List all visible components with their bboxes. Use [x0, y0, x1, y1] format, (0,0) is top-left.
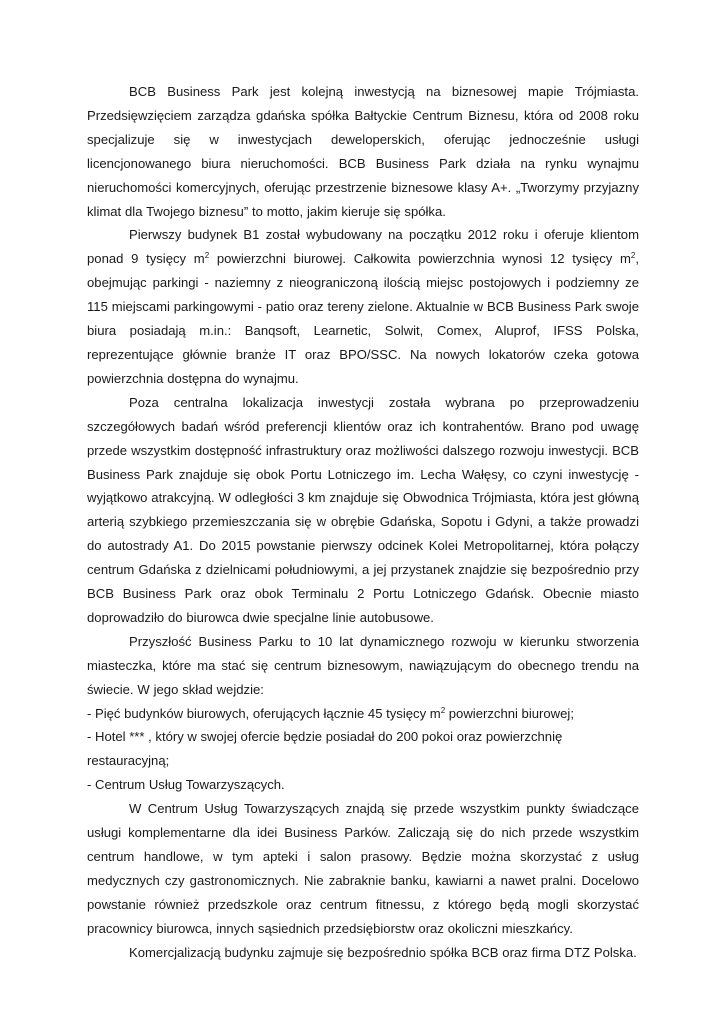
paragraph-building-b1	[87, 223, 639, 390]
list-item-service-center: - Centrum Usług Towarzyszących.	[87, 777, 285, 793]
list-item-text: powierzchni biurowej;	[445, 705, 574, 721]
paragraph-service-center: W Centrum Usług Towarzyszących znajdą się przede wszystkim punkty świadczące usługi komplementarne dla idei Business Parków. Zaliczają się do nich przede wszystkim centrum handlowe, w tym apteki i salon prasowy. Będzie można skorzystać z usług medycznych czy gastronomicznych. Nie zabraknie banku, kawiarni a nawet pralni. Docelowo powstanie również przedszkole oraz centrum fitnessu, z którego będą mogli skorzystać pracownicy biurowca, innych sąsiednich przedsiębiorstw oraz okoliczni mieszkańcy.	[87, 801, 639, 936]
paragraph-text: powierzchni biurowej. Całkowita powierzchnia wynosi 12 tysięcy m	[209, 251, 631, 267]
superscript: 2	[204, 251, 210, 261]
paragraph-location: Poza centralna lokalizacja inwestycji została wybrana po przeprowadzeniu szczegółowych badań wśród preferencji klientów oraz ich kontrahentów. Brano pod uwagę przede wszystkim dostępność infrastruktury oraz możliwości dalszego rozwoju inwestycji. BCB Business Park znajduje się obok Portu Lotniczego im. Lecha Wałęsy, co czyni inwestycję - wyjątkowo atrakcyjną. W odległości 3 km znajduje się Obwodnica Trójmiasta, która jest główną arterią szybkiego przemieszczania się w obrębie Gdańska, Sopotu i Gdyni, a także prowadzi do autostrady A1. Do 2015 powstanie pierwszy odcinek Kolei Metropolitarnej, która połączy centrum Gdańska z dzielnicami południowymi, a jej przystanek znajdzie się bezpośrednio przy BCB Business Park oraz obok Terminalu 2 Portu Lotniczego Gdańsk. Obecnie miasto doprowadziło do biurowca dwie specjalne linie autobusowe.	[87, 394, 639, 625]
superscript: 2	[630, 251, 636, 261]
paragraph-text: , obejmując parkingi - naziemny z nieograniczoną ilością miejsc postojowych i podziemny ze 115 miejscami parkingowymi - patio oraz tereny zielone. Aktualnie w BCB Business Park swoje biura posiadają m.in.: Banqsoft, Learnetic, Solwit, Comex, Aluprof, IFSS Polska, reprezentujące głównie branże IT oraz BPO/SSC. Na nowych lokatorów czeka gotowa powierzchnia dostępna do wynajmu.	[87, 251, 639, 386]
document-page	[87, 80, 639, 965]
paragraph-intro: BCB Business Park jest kolejną inwestycją na biznesowej mapie Trójmiasta. Przedsięwzięciem zarządza gdańska spółka Bałtyckie Centrum Biznesu, która od 2008 roku specjalizuje się w inwestycjach deweloperskich, oferując jednocześnie usługi licencjonowanego biura nieruchomości. BCB Business Park działa na rynku wynajmu nieruchomości komercyjnych, oferując przestrzenie biznesowe klasy A+. „Tworzymy przyjazny klimat dla Twojego biznesu” to motto, jakim kieruje się spółka.	[87, 84, 639, 219]
paragraph-commercialization: Komercjalizacją budynku zajmuje się bezpośrednio spółka BCB oraz firma DTZ Polska.	[129, 944, 637, 960]
list-item-hotel: - Hotel *** , który w swojej ofercie będzie posiadał do 200 pokoi oraz powierzchnię restauracyjną;	[87, 729, 563, 769]
paragraph-future: Przyszłość Business Parku to 10 lat dynamicznego rozwoju w kierunku stworzenia miasteczka, które ma stać się centrum biznesowym, nawiązującym do obecnego trendu na świecie. W jego skład wejdzie:	[87, 633, 639, 697]
paragraph-text: Pierwszy budynek B1 został wybudowany na początku 2012 roku i oferuje klientom ponad 9 tysięcy m	[87, 227, 639, 267]
list-item-office-buildings	[87, 702, 639, 726]
list-item-text: - Pięć budynków biurowych, oferujących łącznie 45 tysięcy m	[87, 705, 441, 721]
superscript: 2	[440, 705, 446, 715]
